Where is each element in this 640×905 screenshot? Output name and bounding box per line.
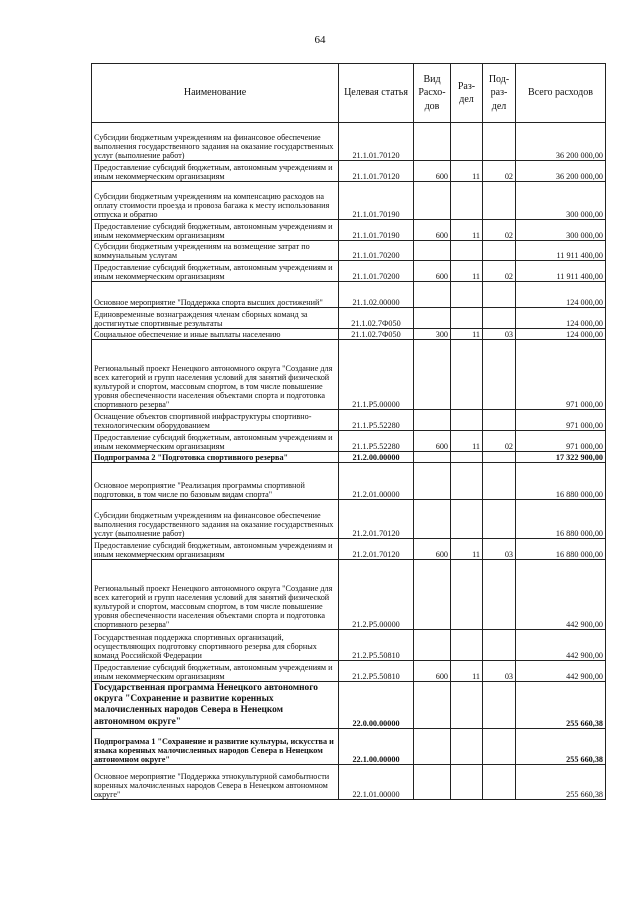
table-row [92,182,606,220]
table-row [92,431,606,452]
cell-section [451,463,483,500]
header-expense-type: Вид Расхо-дов [414,64,451,123]
table-row [92,410,606,431]
cell-expense-type: 600 [414,220,451,241]
cell-subsection [483,463,516,500]
cell-total: 442 900,00 [516,661,606,682]
cell-total: 300 000,00 [516,182,606,220]
cell-section: 11 [451,261,483,282]
cell-expense-type [414,463,451,500]
cell-subsection [483,729,516,765]
cell-subsection [483,282,516,308]
table-row [92,220,606,241]
cell-name: Подпрограмма 1 "Сохранение и развитие культуры, искусства и языка коренных малочисленных народов Севера в Ненецком автономном округе" [92,729,339,765]
table-row [92,539,606,560]
header-name: Наименование [92,64,339,123]
page-number: 64 [314,34,326,46]
cell-code: 21.2.Р5.50810 [339,661,414,682]
cell-expense-type: 600 [414,661,451,682]
cell-section: 11 [451,539,483,560]
cell-total: 442 900,00 [516,630,606,661]
cell-name: Подпрограмма 2 "Подготовка спортивного резерва" [92,452,339,463]
cell-total: 971 000,00 [516,340,606,410]
cell-section: 11 [451,661,483,682]
cell-name: Единовременные вознаграждения членам сборных команд за достигнутые спортивные результаты [92,308,339,329]
cell-name: Социальное обеспечение и иные выплаты населению [92,329,339,340]
cell-total: 36 200 000,00 [516,123,606,161]
cell-code: 21.1.02.00000 [339,282,414,308]
cell-code: 21.1.01.70120 [339,123,414,161]
cell-total: 255 660,38 [516,682,606,729]
cell-subsection: 02 [483,431,516,452]
cell-expense-type [414,452,451,463]
cell-name: Предоставление субсидий бюджетным, автономным учреждениям и иным некоммерческим организациям [92,261,339,282]
header-subsection: Под-раз-дел [483,64,516,123]
cell-expense-type [414,630,451,661]
cell-name: Основное мероприятие "Реализация программы спортивной подготовки, в том числе по базовым видам спорта" [92,463,339,500]
cell-code: 22.0.00.00000 [339,682,414,729]
cell-expense-type [414,241,451,261]
table-row [92,661,606,682]
cell-expense-type: 600 [414,161,451,182]
cell-code: 21.1.01.70120 [339,161,414,182]
cell-expense-type [414,410,451,431]
cell-section: 11 [451,220,483,241]
cell-section [451,729,483,765]
cell-subsection: 02 [483,161,516,182]
table-row [92,161,606,182]
cell-total: 442 900,00 [516,560,606,630]
cell-subsection [483,765,516,800]
budget-table [91,63,606,800]
cell-name: Государственная поддержка спортивных организаций, осуществляющих подготовку спортивного резерва для сборных команд Российской Федерации [92,630,339,661]
cell-name: Субсидии бюджетным учреждениям на финансовое обеспечение выполнения государственного задания на оказание государственных услуг (выполнение работ) [92,500,339,539]
cell-subsection [483,123,516,161]
cell-code: 21.2.00.00000 [339,452,414,463]
cell-subsection [483,410,516,431]
header-code: Целевая статья [339,64,414,123]
cell-code: 22.1.00.00000 [339,729,414,765]
cell-total: 16 880 000,00 [516,500,606,539]
cell-code: 21.1.01.70190 [339,182,414,220]
cell-subsection [483,340,516,410]
cell-name: Субсидии бюджетным учреждениям на возмещение затрат по коммунальным услугам [92,241,339,261]
cell-code: 21.1.02.7Ф050 [339,329,414,340]
cell-section [451,241,483,261]
cell-total: 300 000,00 [516,220,606,241]
cell-name: Предоставление субсидий бюджетным, автономным учреждениям и иным некоммерческим организациям [92,220,339,241]
cell-subsection: 03 [483,661,516,682]
cell-section [451,630,483,661]
table-row [92,452,606,463]
cell-subsection [483,241,516,261]
table-row [92,729,606,765]
table-row [92,630,606,661]
cell-name: Региональный проект Ненецкого автономного округа "Создание для всех категорий и групп населения условий для занятий физической культурой и спортом, массовым спортом, в том числе повышение уровня обеспеченности населения объектами спорта и подготовка спортивного резерва" [92,560,339,630]
table-row [92,123,606,161]
cell-total: 17 322 900,00 [516,452,606,463]
cell-code: 21.2.01.00000 [339,463,414,500]
cell-section [451,308,483,329]
cell-code: 21.1.02.7Ф050 [339,308,414,329]
cell-name: Предоставление субсидий бюджетным, автономным учреждениям и иным некоммерческим организациям [92,161,339,182]
cell-total: 255 660,38 [516,765,606,800]
cell-subsection [483,560,516,630]
cell-expense-type [414,340,451,410]
header-total: Всего расходов [516,64,606,123]
cell-name: Оснащение объектов спортивной инфраструктуры спортивно-технологическим оборудованием [92,410,339,431]
cell-code: 22.1.01.00000 [339,765,414,800]
cell-name: Региональный проект Ненецкого автономного округа "Создание для всех категорий и групп населения условий для занятий физической культурой и спортом, массовым спортом, в том числе повышение уровня обеспеченности населения объектами спорта и подготовка спортивного резерва" [92,340,339,410]
table-row [92,308,606,329]
cell-code: 21.2.Р5.50810 [339,630,414,661]
cell-section [451,682,483,729]
cell-name: Предоставление субсидий бюджетным, автономным учреждениям и иным некоммерческим организациям [92,539,339,560]
table-row [92,682,606,729]
cell-total: 124 000,00 [516,329,606,340]
cell-name: Предоставление субсидий бюджетным, автономным учреждениям и иным некоммерческим организациям [92,431,339,452]
cell-name: Субсидии бюджетным учреждениям на финансовое обеспечение выполнения государственного задания на оказание государственных услуг (выполнение работ) [92,123,339,161]
cell-section [451,410,483,431]
cell-name: Субсидии бюджетным учреждениям на компенсацию расходов на оплату стоимости проезда и провоза багажа к месту использования отпуска и обратно [92,182,339,220]
cell-code: 21.2.01.70120 [339,500,414,539]
cell-section [451,452,483,463]
cell-name: Государственная программа Ненецкого автономного округа "Сохранение и развитие коренных малочисленных народов Севера в Ненецком автономном округе" [92,682,339,729]
cell-total: 971 000,00 [516,431,606,452]
cell-code: 21.1.Р5.00000 [339,340,414,410]
cell-expense-type [414,282,451,308]
cell-subsection [483,452,516,463]
cell-expense-type [414,182,451,220]
cell-expense-type [414,682,451,729]
cell-subsection: 03 [483,329,516,340]
table-row [92,500,606,539]
cell-section [451,340,483,410]
cell-total: 971 000,00 [516,410,606,431]
cell-expense-type [414,729,451,765]
cell-total: 11 911 400,00 [516,241,606,261]
cell-code: 21.1.01.70200 [339,241,414,261]
cell-subsection: 03 [483,539,516,560]
cell-code: 21.1.01.70190 [339,220,414,241]
cell-name: Основное мероприятие "Поддержка этнокультурной самобытности коренных малочисленных народов Севера в Ненецком автономном округе" [92,765,339,800]
cell-total: 36 200 000,00 [516,161,606,182]
cell-subsection: 02 [483,261,516,282]
table-row [92,765,606,800]
cell-total: 11 911 400,00 [516,261,606,282]
cell-code: 21.2.Р5.00000 [339,560,414,630]
cell-subsection [483,182,516,220]
table-row [92,340,606,410]
cell-section [451,765,483,800]
cell-section [451,282,483,308]
cell-section [451,123,483,161]
cell-expense-type [414,500,451,539]
cell-expense-type: 600 [414,431,451,452]
cell-section [451,560,483,630]
table-row [92,241,606,261]
cell-subsection [483,630,516,661]
cell-section: 11 [451,329,483,340]
table-row [92,261,606,282]
cell-code: 21.1.Р5.52280 [339,431,414,452]
cell-subsection [483,308,516,329]
header-section: Раз-дел [451,64,483,123]
cell-expense-type [414,765,451,800]
cell-section [451,182,483,220]
cell-name: Основное мероприятие "Поддержка спорта высших достижений" [92,282,339,308]
cell-expense-type [414,560,451,630]
cell-total: 124 000,00 [516,308,606,329]
cell-subsection [483,682,516,729]
cell-expense-type: 600 [414,539,451,560]
cell-expense-type: 600 [414,261,451,282]
cell-section: 11 [451,431,483,452]
cell-total: 16 880 000,00 [516,463,606,500]
table-row [92,329,606,340]
table-row [92,463,606,500]
table-header-row [92,64,606,123]
table-body [92,123,606,800]
table-row [92,560,606,630]
cell-code: 21.1.Р5.52280 [339,410,414,431]
cell-expense-type [414,308,451,329]
cell-code: 21.1.01.70200 [339,261,414,282]
cell-section [451,500,483,539]
cell-section: 11 [451,161,483,182]
cell-expense-type [414,123,451,161]
cell-total: 255 660,38 [516,729,606,765]
cell-total: 16 880 000,00 [516,539,606,560]
cell-code: 21.2.01.70120 [339,539,414,560]
cell-total: 124 000,00 [516,282,606,308]
cell-name: Предоставление субсидий бюджетным, автономным учреждениям и иным некоммерческим организациям [92,661,339,682]
table-row [92,282,606,308]
cell-expense-type: 300 [414,329,451,340]
cell-subsection [483,500,516,539]
cell-subsection: 02 [483,220,516,241]
